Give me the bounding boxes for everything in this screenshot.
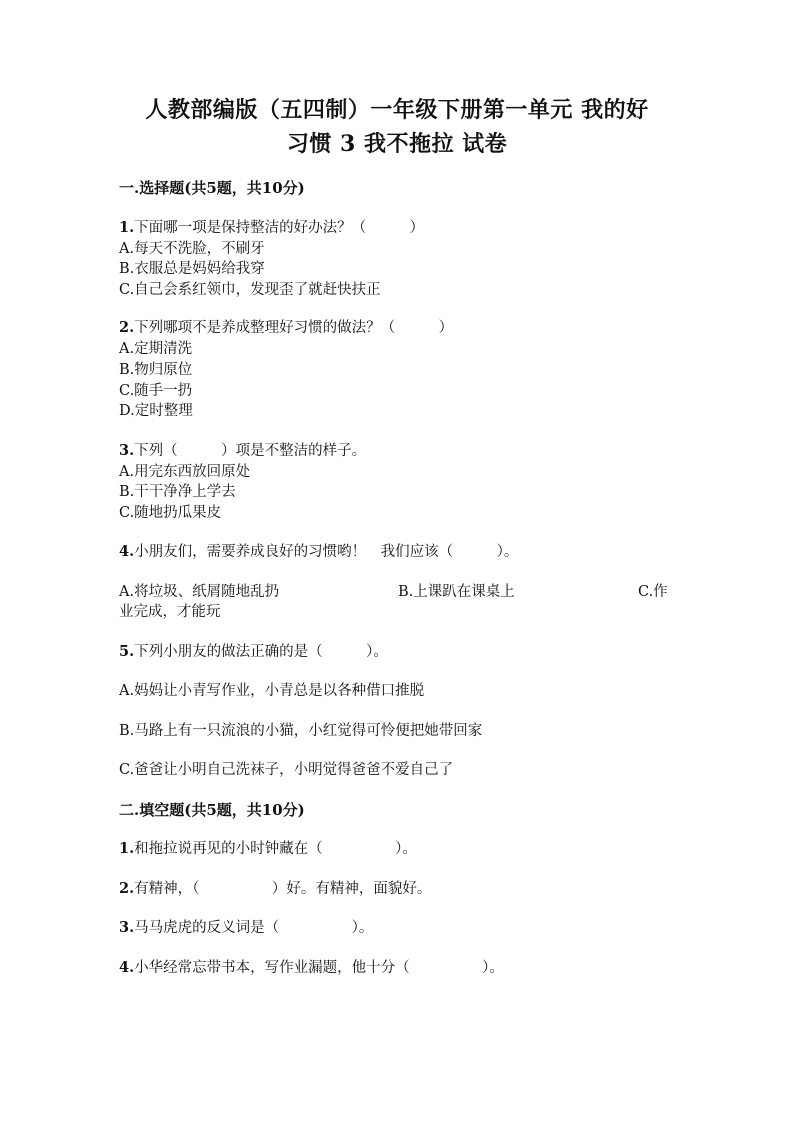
fill-question-2 — [119, 882, 431, 897]
question-number: 4. — [119, 543, 135, 560]
choice-q3-option-b: B.干干净净上学去 — [119, 484, 236, 500]
choice-q2-option-a: A.定期清洗 — [119, 341, 193, 357]
choice-question-2 — [119, 321, 453, 336]
choice-q2-option-c: C.随手一扔 — [119, 383, 193, 399]
question-number: 1. — [119, 219, 135, 236]
question-number: 1. — [119, 840, 135, 857]
choice-q4-option-c-continued: 业完成，才能玩 — [119, 604, 221, 620]
choice-q1-option-c: C.自己会系红领巾，发现歪了就赶快扶正 — [119, 282, 381, 298]
choice-q3-option-a: A.用完东西放回原处 — [119, 464, 251, 480]
choice-q3-option-c: C.随地扔瓜果皮 — [119, 505, 222, 521]
choice-question-1 — [119, 221, 424, 236]
question-stem: 下列哪项不是养成整理好习惯的做法？（ ） — [134, 320, 454, 336]
question-number: 3. — [119, 442, 135, 459]
question-stem: 小朋友们，需要养成良好的习惯哟！ 我们应该（ ）。 — [134, 544, 519, 560]
choice-q2-option-d: D.定时整理 — [119, 403, 193, 419]
section-heading-fill: 二.填空题(共5题，共10分) — [119, 801, 305, 819]
page-title-line-2: 习惯 3 我不拖拉 试卷 — [286, 131, 508, 157]
choice-q5-option-a: A.妈妈让小青写作业，小青总是以各种借口推脱 — [119, 683, 425, 699]
question-text: 和拖拉说再见的小时钟藏在（ ）。 — [134, 841, 417, 857]
question-stem: 下列（ ）项是不整洁的样子。 — [134, 443, 367, 459]
section-heading-choice: 一.选择题(共5题，共10分) — [119, 179, 305, 197]
fill-question-1 — [119, 842, 417, 857]
choice-q4-option-a: A.将垃圾、纸屑随地乱扔 — [119, 584, 280, 600]
question-stem: 下面哪一项是保持整洁的好办法？（ ） — [134, 220, 425, 236]
question-text: 马马虎虎的反义词是（ ）。 — [134, 920, 374, 936]
choice-q5-option-b: B.马路上有一只流浪的小猫，小红觉得可怜便把她带回家 — [119, 723, 483, 739]
choice-question-4 — [119, 545, 518, 560]
question-text: 小华经常忘带书本，写作业漏题，他十分（ ）。 — [134, 960, 504, 976]
choice-question-3 — [119, 444, 366, 459]
choice-q4-option-b: B.上课趴在课桌上 — [398, 584, 515, 600]
choice-question-5 — [119, 645, 388, 660]
choice-q5-option-c: C.爸爸让小明自己洗袜子，小明觉得爸爸不爱自己了 — [119, 762, 454, 778]
question-text: 有精神，（ ）好。有精神，面貌好。 — [134, 881, 432, 897]
question-number: 3. — [119, 919, 135, 936]
fill-question-3 — [119, 921, 373, 936]
choice-q4-option-c: C.作 — [638, 584, 668, 600]
choice-q2-option-b: B.物归原位 — [119, 362, 193, 378]
question-number: 5. — [119, 643, 135, 660]
question-number: 2. — [119, 319, 135, 336]
choice-q1-option-a: A.每天不洗脸，不刷牙 — [119, 241, 265, 257]
page-title-line-1: 人教部编版（五四制）一年级下册第一单元 我的好 — [145, 97, 649, 123]
question-number: 4. — [119, 959, 135, 976]
choice-q1-option-b: B.衣服总是妈妈给我穿 — [119, 261, 265, 277]
question-stem: 下列小朋友的做法正确的是（ ）。 — [134, 644, 388, 660]
question-number: 2. — [119, 880, 135, 897]
fill-question-4 — [119, 961, 504, 976]
